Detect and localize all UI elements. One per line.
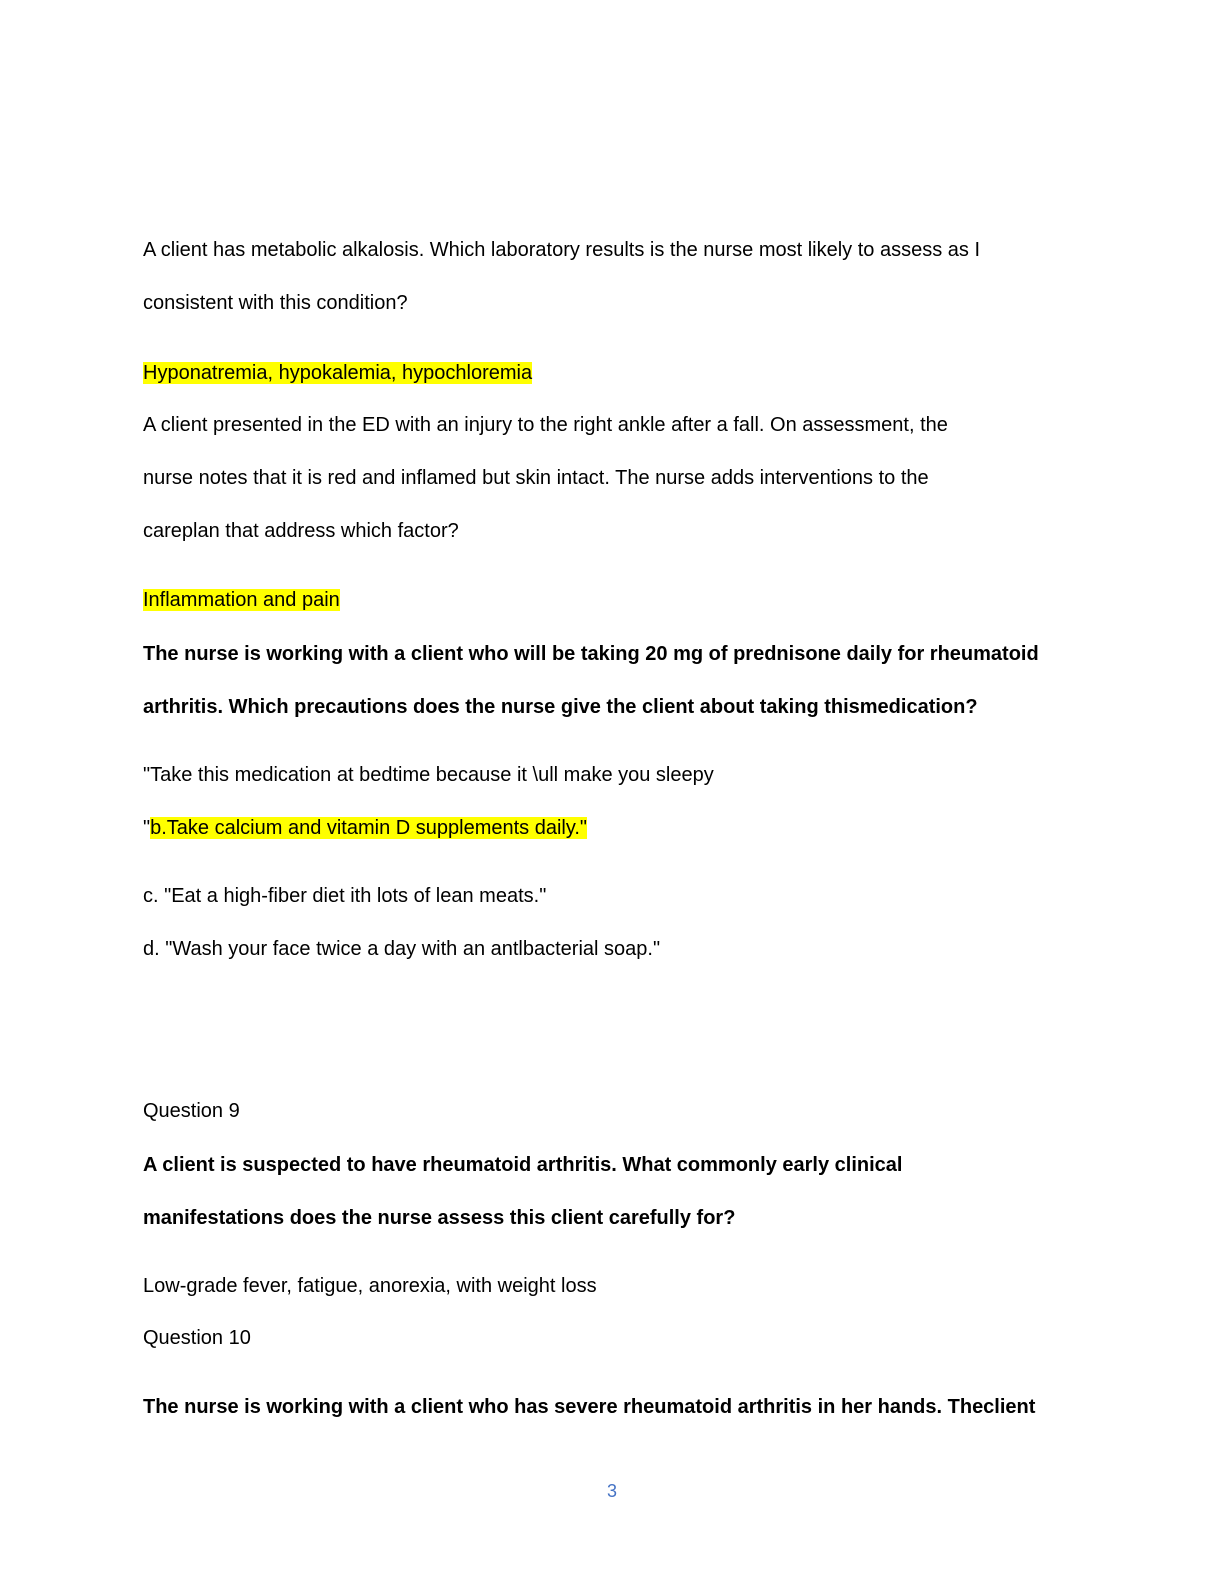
question-text: consistent with this condition? (143, 292, 408, 314)
question-heading: Question 9 (143, 1100, 240, 1122)
highlighted-answer: Hyponatremia, hypokalemia, hypochloremia (143, 362, 533, 384)
question-text: A client presented in the ED with an injury to the right ankle after a fall. On assessment, the (143, 414, 948, 436)
question-text: A client has metabolic alkalosis. Which laboratory results is the nurse most likely to assess as I (143, 239, 981, 261)
question-text-bold: arthritis. Which precautions does the nurse give the client about taking thismedication? (143, 696, 978, 718)
question-text-bold: The nurse is working with a client who will be taking 20 mg of prednisone daily for rheumatoid (143, 643, 1039, 665)
answer-option (143, 815, 587, 841)
answer-text: Low-grade fever, fatigue, anorexia, with weight loss (143, 1275, 597, 1297)
question-text: careplan that address which factor? (143, 520, 459, 542)
question-text-bold: A client is suspected to have rheumatoid arthritis. What commonly early clinical (143, 1154, 903, 1176)
highlighted-answer: b.Take calcium and vitamin D supplements daily." (150, 817, 588, 839)
answer-option: c. "Eat a high-fiber diet ith lots of lean meats." (143, 885, 547, 907)
answer-option: "Take this medication at bedtime because it \ull make you sleepy (143, 764, 714, 786)
answer-text (143, 360, 532, 386)
question-text: nurse notes that it is red and inflamed but skin intact. The nurse adds interventions to the (143, 467, 929, 489)
question-text-bold: manifestations does the nurse assess this client carefully for? (143, 1207, 736, 1229)
highlighted-answer: Inflammation and pain (143, 589, 340, 611)
question-heading: Question 10 (143, 1327, 251, 1349)
answer-text (143, 587, 340, 613)
question-text-bold: The nurse is working with a client who has severe rheumatoid arthritis in her hands. Theclient (143, 1396, 1036, 1418)
page-number: 3 (606, 1481, 617, 1501)
answer-option: d. "Wash your face twice a day with an antlbacterial soap." (143, 938, 661, 960)
quote-mark: " (143, 817, 151, 839)
